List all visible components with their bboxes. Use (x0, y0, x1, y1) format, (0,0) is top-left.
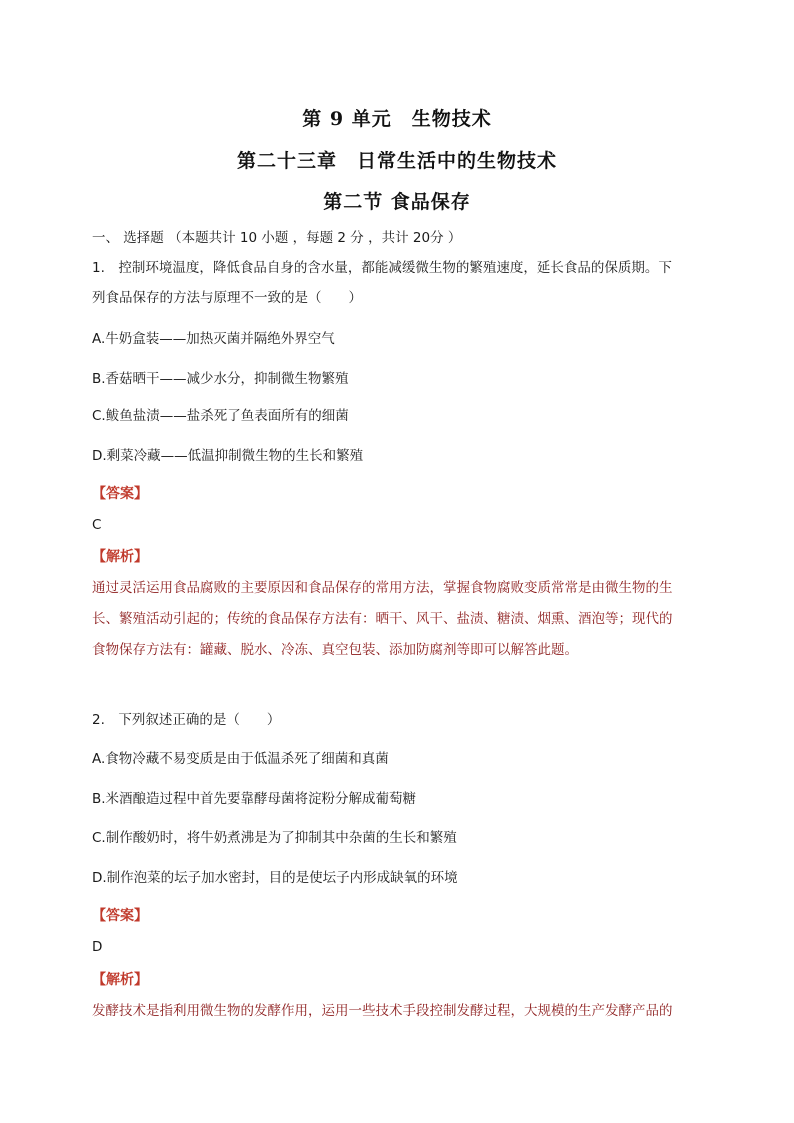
q1-option-b: B.香菇晒干——减少水分，抑制微生物繁殖 (92, 371, 349, 387)
section-header: 一、 选择题 （本题共计 10 小题 ，每题 2 分 ，共计 20分 ） (92, 230, 462, 246)
q1-option-c: C.鲅鱼盐渍——盐杀死了鱼表面所有的细菌 (92, 408, 349, 424)
section-title: 第二节 食品保存 (323, 191, 471, 213)
q1-analysis-line1: 通过灵活运用食品腐败的主要原因和食品保存的常用方法，掌握食物腐败变质常常是由微生物的生 (92, 580, 673, 596)
q2-option-b: B.米酒酿造过程中首先要靠酵母菌将淀粉分解成葡萄糖 (92, 791, 417, 807)
q2-analysis-label: 【解析】 (92, 972, 148, 988)
q1-analysis-label: 【解析】 (92, 549, 148, 565)
q1-stem-line1: 1. 控制环境温度，降低食品自身的含水量，都能减缓微生物的繁殖速度，延长食品的保质期。下 (92, 260, 672, 276)
chapter-title: 第二十三章 日常生活中的生物技术 (236, 150, 557, 172)
q2-option-a: A.食物冷藏不易变质是由于低温杀死了细菌和真菌 (92, 751, 389, 767)
q1-stem-line2: 列食品保存的方法与原理不一致的是（ ） (92, 290, 362, 306)
q2-answer-label: 【答案】 (92, 908, 148, 924)
q1-analysis-line2: 长、繁殖活动引起的；传统的食品保存方法有：晒干、风干、盐渍、糖渍、烟熏、酒泡等；现代的 (92, 611, 673, 627)
q1-option-a: A.牛奶盒装——加热灭菌并隔绝外界空气 (92, 331, 335, 347)
q1-analysis-line3: 食物保存方法有：罐藏、脱水、冷冻、真空包装、添加防腐剂等即可以解答此题。 (92, 642, 578, 658)
q1-answer: C (92, 517, 102, 533)
unit-title: 第 9 单元 生物技术 (302, 108, 492, 130)
q1-answer-label: 【答案】 (92, 486, 148, 502)
q2-option-c: C.制作酸奶时，将牛奶煮沸是为了抑制其中杂菌的生长和繁殖 (92, 830, 457, 846)
q2-stem: 2. 下列叙述正确的是（ ） (92, 712, 281, 728)
q1-option-d: D.剩菜冷藏——低温抑制微生物的生长和繁殖 (92, 448, 364, 464)
q2-answer: D (92, 939, 103, 955)
q2-analysis-line1: 发酵技术是指利用微生物的发酵作用，运用一些技术手段控制发酵过程，大规模的生产发酵产品的 (92, 1003, 673, 1019)
q2-option-d: D.制作泡菜的坛子加水密封，目的是使坛子内形成缺氧的环境 (92, 870, 458, 886)
